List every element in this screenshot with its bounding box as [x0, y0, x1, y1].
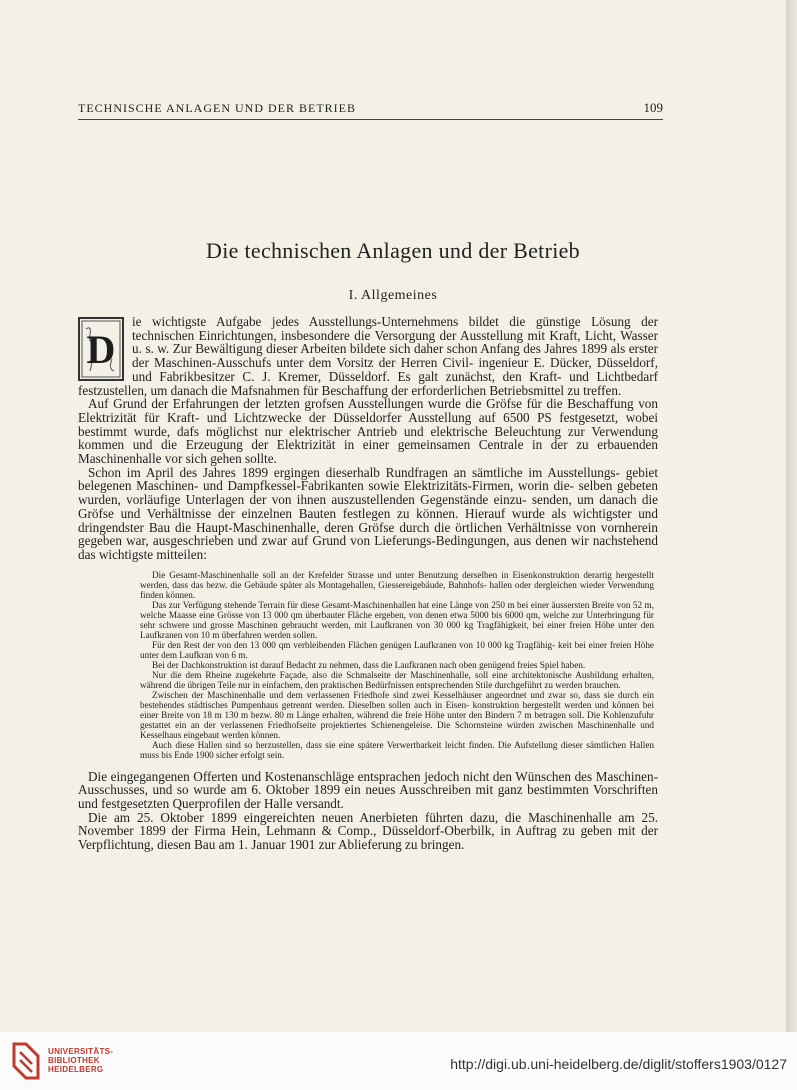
- library-name-line-2: BIBLIOTHEK: [48, 1056, 100, 1065]
- running-head-title: TECHNISCHE ANLAGEN UND DER BETRIEB: [78, 101, 356, 115]
- paragraph-end-1: Die eingegangenen Offerten und Kostenanschläge entsprachen jedoch nicht den Wünschen des Maschinen-Ausschusses, und so wurde am 6. Oktober 1899 ein neues Ausschreiben mit ganz bestimmten Vorschriften und festgesetzten Querprofilen der Halle versandt.: [78, 768, 658, 812]
- spec-paragraph-5: Nur die dem Rheine zugekehrte Façade, also die Schmalseite der Maschinenhalle, soll eine architektonische Ausbildung erhalten, während die übrigen Teile nur in einfachem, den praktischen Bedürfnissen entsprechenden Stile durchgeführt zu werden brauchen.: [140, 669, 654, 690]
- spec-paragraph-3: Für den Rest der von den 13 000 qm verbleibenden Flächen genügen Laufkranen von 10 000 kg Tragfähig- keit bei einer freien Höhe unter dem Laufkran von 6 m.: [140, 639, 654, 660]
- library-name[interactable]: [48, 1047, 113, 1074]
- paragraph-main-1: ie wichtigste Aufgabe jedes Ausstellungs-Unternehmens bildet die günstige Lösung der technischen Einrichtungen, insbesondere die Versorgung der Ausstellung mit Kraft, Licht, Wasser u. s. w. Zur Bewältigung dieser Arbeiten bildete sich daher schon Anfang des Jahres 1899 als erster der Maschinen-Ausschufs unter dem Vorsitz der Herren Civil- ingenieur E. Dücker, Düsseldorf, und Fabrikbesitzer C. J. Kremer, Düsseldorf. Es galt zunächst, den Kraft- und Lichtbedarf festzustellen, um danach die Mafsnahmen für Beschaffung der erforderlichen Betriebsmittel zu treffen.: [78, 314, 658, 398]
- library-name-line-1: UNIVERSITÄTS-: [48, 1047, 114, 1056]
- paragraph-main-3: Schon im April des Jahres 1899 ergingen dieserhalb Rundfragen an sämtliche im Ausstellungs- gebiet belegenen Maschinen- und Dampfkessel-Fabrikanten sowie Elektrizitäts-Firmen, worin die- selben gebeten wurden, vorläufige Unterlagen der von ihnen auszustellenden Gegenstände einzu- senden, um danach die Gröfse und Verhältnisse der einzelnen Bauten festlegen zu können. Hierauf wurde als wichtigster und dringendster Bau die Haupt-Maschinenhalle, deren Gröfse durch die örtlichen Verhältnisse von vornherein gegeben war, ausgeschrieben und zwar auf Grund von Lieferungs-Bedingungen, aus denen wir nachstehend das wichtigste mitteilen:: [78, 464, 658, 562]
- library-name-line-3: HEIDELBERG: [48, 1065, 104, 1074]
- paragraph-main-2: Auf Grund der Erfahrungen der letzten grofsen Ausstellungen wurde die Gröfse für die Beschaffung von Elektrizität für Kraft- und Lichtzwecke der Düsseldorfer Ausstellung auf 6500 PS festgesetzt, wobei bestimmt wurde, dafs möglichst nur elektrischer Antrieb und elektrische Beleuchtung zur Verwendung kommen und die Erzeugung der Elektrizität in einer gemeinsamen Centrale in der zu erbauenden Maschinenhalle vor sich gehen sollte.: [78, 396, 658, 467]
- chapter-title: Die technischen Anlagen und der Betrieb: [206, 238, 580, 263]
- spec-paragraph-6: Zwischen der Maschinenhalle und dem verlassenen Friedhofe sind zwei Kesselhäuser angeordnet und zwar so, dass sie durch ein bestehendes städtisches Pumpenhaus getrennt werden. Dieselben sollen auch in Eisen- konstruktion hergestellt werden und können bei einer Breite von 18 m 130 m bezw. 80 m Länge erhalten, während die freie Höhe unter den Bindern 7 m betragen soll. Die Kohlenzufuhr gestattet ein an der verlassenen Friedhofseite projektiertes Schienengeleise. Die Schornsteine würden zwischen Maschinenhalle und Kesselhaus eingebaut werden können.: [140, 689, 654, 740]
- decorative-initial: [78, 317, 124, 381]
- running-head: [78, 100, 663, 120]
- ornament-icon: [80, 319, 122, 379]
- spec-paragraph-1: Die Gesamt-Maschinenhalle soll an der Krefelder Strasse und unter Benutzung derselben in Eisenkonstruktion derartig hergestellt werden, dass das bezw. die Gebäude später als Montagehallen, Giessereigebäude, Bahnhofs- hallen oder dergleichen wieder Verwendung finden können.: [140, 569, 654, 600]
- body-text: [78, 315, 658, 852]
- spec-paragraph-2: Das zur Verfügung stehende Terrain für diese Gesamt-Maschinenhallen hat eine Länge von 250 m bei einer äussersten Breite von 52 m, welche Maasse eine Grösse von 13 000 qm überbauter Fläche ergeben, von denen etwa 5000 bis 6000 qm, welche zur Unterbringung für sehr schwere und grosse Maschinen gebraucht werden, mit Laufkranen von 30 000 kg Tragfähigkeit, bei einer freien Höhe unter den Laufkranen von 10 m überfahren werden sollen.: [140, 599, 654, 640]
- spec-paragraph-4: Bei der Dachkonstruktion ist darauf Bedacht zu nehmen, dass die Laufkranen nach oben genügend freies Spiel haben.: [152, 659, 586, 670]
- permalink-url[interactable]: http://digi.ub.uni-heidelberg.de/diglit/stoffers1903/0127: [450, 1056, 787, 1072]
- paragraph-end-2: Die am 25. Oktober 1899 eingereichten neuen Anerbieten führten dazu, die Maschinenhalle am 25. November 1899 der Firma Hein, Lehmann & Comp., Düsseldorf-Oberbilk, in Auftrag zu geben mit der Verpflichtung, diesen Bau am 1. Januar 1901 zur Ablieferung zu bringen.: [78, 809, 658, 853]
- section-title: I. Allgemeines: [348, 288, 438, 303]
- initial-letter: D: [86, 327, 116, 372]
- specification-quote: [140, 570, 654, 760]
- page-edge: [786, 0, 797, 1032]
- page-number: 109: [643, 100, 663, 115]
- spec-paragraph-7: Auch diese Hallen sind so herzustellen, dass sie eine spätere Verwertbarkeit leicht finden. Die Aufstellung dieser sämtlichen Hallen muss bis Ende 1900 sicher erfolgt sein.: [140, 739, 654, 760]
- library-logo-icon[interactable]: [10, 1040, 42, 1082]
